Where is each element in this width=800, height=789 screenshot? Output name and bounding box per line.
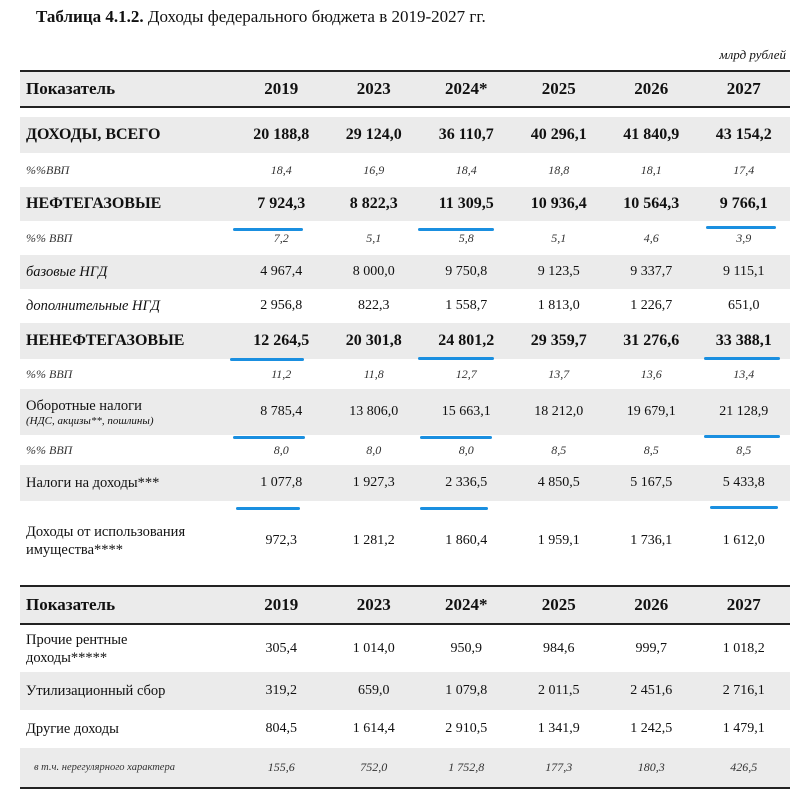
header-year: 2023	[328, 71, 421, 107]
cell-value: 10 936,4	[513, 187, 606, 221]
cell-value: 8 822,3	[328, 187, 421, 221]
row-label	[20, 389, 235, 435]
cell-value: 33 388,1	[698, 323, 791, 359]
cell-value: 180,3	[605, 748, 698, 788]
row-sublabel: (НДС, акцизы**, пошлины)	[26, 414, 154, 427]
highlight-underline	[418, 357, 494, 360]
cell-value: 1 079,8	[420, 672, 513, 710]
cell-value: 1 612,0	[722, 533, 765, 548]
cell-value: 5,1	[551, 230, 567, 245]
row-label: %%ВВП	[26, 162, 70, 177]
header-year: 2019	[235, 71, 328, 107]
cell-value: 5 167,5	[605, 465, 698, 501]
row-label: %% ВВП	[26, 442, 73, 457]
cell-value: 9 766,1	[698, 187, 791, 221]
cell-value: 4,6	[643, 230, 659, 245]
row-label: Другие доходы	[26, 720, 119, 737]
row-label: Утилизационный сбор	[20, 672, 235, 710]
cell-value: 1 736,1	[630, 533, 673, 548]
row-label: НЕФТЕГАЗОВЫЕ	[20, 187, 235, 221]
table-row	[20, 359, 790, 389]
row-label-main: Оборотные налоги	[26, 397, 142, 414]
cell-value: 8,5	[551, 442, 567, 457]
row-label: %% ВВП	[26, 366, 73, 381]
cell-value: 13 806,0	[328, 389, 421, 435]
cell-value: 18 212,0	[513, 389, 606, 435]
cell-value: 41 840,9	[605, 117, 698, 153]
cell-value: 13,7	[548, 366, 570, 381]
cell-value: 1 018,2	[722, 640, 765, 656]
table-title	[36, 6, 486, 28]
highlight-underline	[233, 436, 305, 439]
cell-value: 651,0	[728, 298, 760, 313]
cell-value: 8 000,0	[328, 255, 421, 289]
cell-value: 999,7	[635, 640, 667, 656]
table-row	[20, 465, 790, 501]
header-year: 2026	[605, 71, 698, 107]
highlight-underline	[710, 506, 778, 509]
table-row	[20, 748, 790, 788]
cell-value: 9 750,8	[420, 255, 513, 289]
cell-value: 1 226,7	[630, 298, 673, 313]
cell-value: 11,8	[363, 366, 384, 381]
cell-value: 18,4	[455, 162, 477, 177]
cell-value: 17,4	[733, 162, 755, 177]
cell-value: 155,6	[235, 748, 328, 788]
header-year: 2027	[698, 71, 791, 107]
cell-value: 1 242,5	[630, 721, 673, 736]
cell-value: 8,5	[736, 442, 752, 457]
table-row	[20, 255, 790, 289]
cell-value: 1 752,8	[420, 748, 513, 788]
cell-value: 40 296,1	[513, 117, 606, 153]
cell-value: 13,4	[733, 366, 755, 381]
cell-value: 15 663,1	[420, 389, 513, 435]
header-year: 2023	[328, 586, 421, 624]
table-row	[20, 187, 790, 221]
table-row	[20, 153, 790, 187]
cell-value: 305,4	[265, 640, 297, 656]
cell-value: 7,2	[273, 230, 289, 245]
cell-value: 21 128,9	[698, 389, 791, 435]
cell-value: 18,8	[548, 162, 570, 177]
cell-value: 804,5	[265, 721, 297, 736]
cell-value: 1 479,1	[722, 721, 765, 736]
header-indicator: Показатель	[20, 586, 235, 624]
cell-value: 10 564,3	[605, 187, 698, 221]
header-indicator: Показатель	[20, 71, 235, 107]
cell-value: 19 679,1	[605, 389, 698, 435]
cell-value: 1 281,2	[352, 533, 395, 548]
cell-value: 2 716,1	[698, 672, 791, 710]
table-header-row	[20, 586, 790, 624]
row-label: Доходы от использования имущества****	[26, 524, 186, 558]
highlight-underline	[230, 358, 304, 361]
cell-value: 1 558,7	[445, 298, 488, 313]
cell-value: 319,2	[235, 672, 328, 710]
header-year: 2019	[235, 586, 328, 624]
cell-value: 2 011,5	[513, 672, 606, 710]
row-label-text: в т.ч. нерегулярного характера	[34, 761, 175, 773]
row-label	[20, 748, 235, 788]
cell-value: 4 850,5	[513, 465, 606, 501]
row-label: Налоги на доходы***	[20, 465, 235, 501]
row-label: дополнительные НГД	[26, 297, 160, 314]
highlight-underline	[420, 507, 488, 510]
cell-value: 426,5	[698, 748, 791, 788]
cell-value: 8 785,4	[235, 389, 328, 435]
cell-value: 29 359,7	[513, 323, 606, 359]
cell-value: 18,4	[270, 162, 292, 177]
cell-value: 18,1	[640, 162, 662, 177]
cell-value: 31 276,6	[605, 323, 698, 359]
revenue-table-other	[20, 585, 790, 789]
row-label: ДОХОДЫ, ВСЕГО	[20, 117, 235, 153]
cell-value: 1 077,8	[235, 465, 328, 501]
header-year: 2026	[605, 586, 698, 624]
cell-value: 24 801,2	[420, 323, 513, 359]
highlight-underline	[418, 228, 494, 231]
cell-value: 36 110,7	[420, 117, 513, 153]
cell-value: 1 959,1	[537, 533, 580, 548]
cell-value: 5,8	[458, 230, 474, 245]
cell-value: 12 264,5	[235, 323, 328, 359]
table-row	[20, 501, 790, 581]
cell-value: 752,0	[328, 748, 421, 788]
cell-value: 5 433,8	[698, 465, 791, 501]
highlight-underline	[706, 226, 776, 229]
cell-value: 9 337,7	[605, 255, 698, 289]
cell-value: 177,3	[513, 748, 606, 788]
cell-value: 7 924,3	[235, 187, 328, 221]
cell-value: 1 927,3	[328, 465, 421, 501]
cell-value: 2 956,8	[260, 298, 303, 313]
cell-value: 5,1	[366, 230, 382, 245]
highlight-underline	[704, 435, 780, 438]
table-row	[20, 710, 790, 748]
cell-value: 20 301,8	[328, 323, 421, 359]
table-row	[20, 221, 790, 255]
highlight-underline	[233, 228, 303, 231]
table-row	[20, 672, 790, 710]
row-label: НЕНЕФТЕГАЗОВЫЕ	[20, 323, 235, 359]
cell-value: 1 614,4	[352, 721, 395, 736]
cell-value: 29 124,0	[328, 117, 421, 153]
table-number: Таблица 4.1.2.	[36, 7, 144, 26]
cell-value: 1 341,9	[537, 721, 580, 736]
cell-value: 12,7	[455, 366, 477, 381]
cell-value: 13,6	[640, 366, 662, 381]
table-row	[20, 323, 790, 359]
cell-value: 984,6	[543, 640, 575, 656]
highlight-underline	[420, 436, 492, 439]
header-year: 2025	[513, 71, 606, 107]
revenue-table-main	[20, 70, 790, 581]
cell-value: 2 451,6	[605, 672, 698, 710]
cell-value: 1 860,4	[445, 533, 488, 548]
header-year: 2024*	[420, 71, 513, 107]
cell-value: 8,0	[273, 442, 289, 457]
cell-value: 659,0	[328, 672, 421, 710]
table-header-row	[20, 71, 790, 107]
unit-label: млрд рублей	[719, 47, 786, 62]
cell-value: 2 336,5	[420, 465, 513, 501]
cell-value: 11,2	[271, 366, 292, 381]
cell-value: 43 154,2	[698, 117, 791, 153]
cell-value: 20 188,8	[235, 117, 328, 153]
cell-value: 9 115,1	[698, 255, 791, 289]
cell-value: 822,3	[358, 298, 390, 313]
table-row	[20, 435, 790, 465]
cell-value: 16,9	[363, 162, 385, 177]
header-year: 2024*	[420, 586, 513, 624]
row-label: Прочие рентные доходы*****	[26, 631, 128, 666]
cell-value: 3,9	[736, 230, 752, 245]
table-row	[20, 289, 790, 323]
table-caption: Доходы федерального бюджета в 2019-2027 гг.	[143, 7, 486, 26]
cell-value: 11 309,5	[420, 187, 513, 221]
cell-value: 950,9	[450, 640, 482, 656]
row-label: %% ВВП	[26, 230, 73, 245]
cell-value: 8,0	[458, 442, 474, 457]
cell-value: 972,3	[265, 533, 297, 548]
header-year: 2025	[513, 586, 606, 624]
cell-value: 1 813,0	[537, 298, 580, 313]
row-label: базовые НГД	[20, 255, 235, 289]
highlight-underline	[704, 357, 780, 360]
cell-value: 1 014,0	[352, 640, 395, 656]
cell-value: 8,0	[366, 442, 382, 457]
highlight-underline	[236, 507, 300, 510]
table-row	[20, 389, 790, 435]
cell-value: 4 967,4	[235, 255, 328, 289]
table-row	[20, 624, 790, 672]
header-year: 2027	[698, 586, 791, 624]
cell-value: 2 910,5	[445, 721, 488, 736]
cell-value: 8,5	[643, 442, 659, 457]
table-row	[20, 117, 790, 153]
cell-value: 9 123,5	[513, 255, 606, 289]
